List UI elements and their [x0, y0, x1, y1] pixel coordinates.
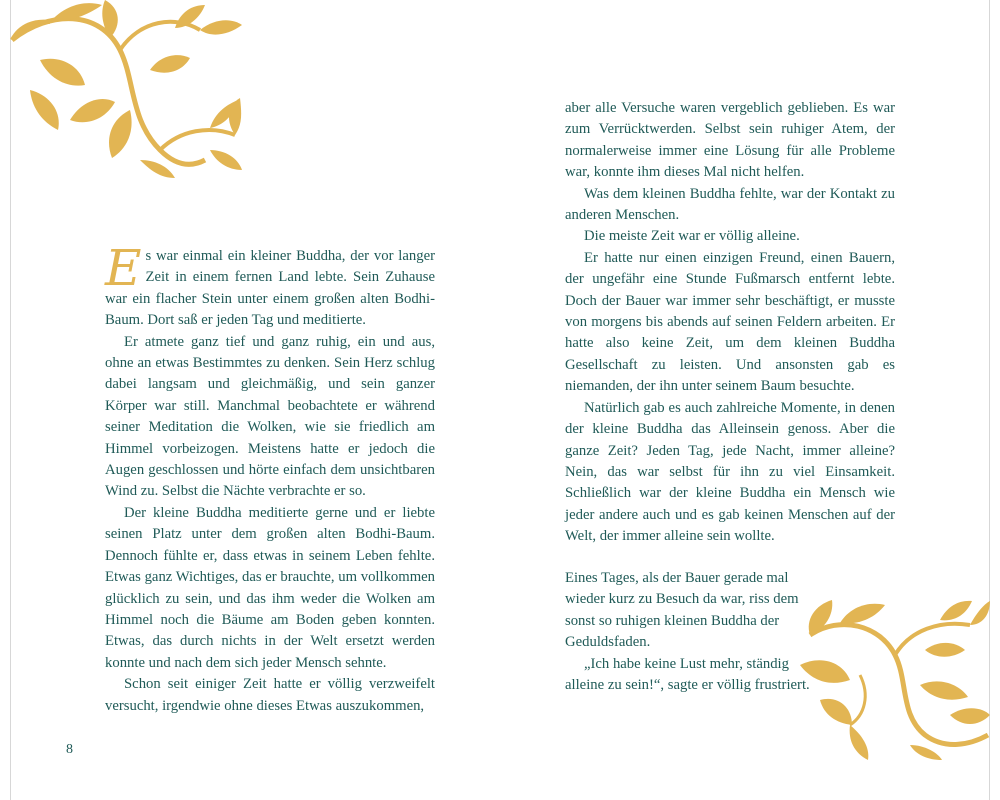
floral-ornament-top-icon: [10, 0, 242, 180]
drop-cap: E: [105, 239, 142, 297]
paragraph: aber alle Versuche waren vergeblich geblieben. Es war zum Verrücktwerden. Selbst sein ruhiger Atem, der normalerweise immer eine Lösung für alle Probleme war, konnte ihm dieses Mal nicht helfen.: [565, 100, 895, 181]
paragraph: Was dem kleinen Buddha fehlte, war der Kontakt zu anderen Menschen.: [565, 185, 895, 224]
paragraph-text: s war einmal ein kleiner Buddha, der vor langer Zeit in einem fernen Land lebte. Sein Zuhause war ein flacher Stein unter einem großen alten Bodhi-Baum. Dort saß er jeden Tag und meditierte.: [105, 248, 435, 329]
right-text-column: [565, 98, 895, 548]
paragraph: Schon seit einiger Zeit hatte er völlig verzweifelt versucht, irgendwie ohne dieses Etwas auszukommen,: [105, 676, 435, 714]
page-number: 8: [66, 742, 73, 757]
right-text-section-2: [565, 568, 827, 696]
paragraph: Der kleine Buddha meditierte gerne und er liebte seinen Platz unter dem großen alten Bodhi-Baum. Dennoch fühlte er, dass etwas in seinem Leben fehlte. Etwas ganz Wichtiges, das er brauchte, um vollkommen glücklich zu sein, und das ihm weder die Wolken am Himmel noch die Bäume am Boden geben konnten. Etwas, das durch nichts in der Welt ersetzt werden konnte und nach dem sich jeder Mensch sehnte.: [105, 504, 435, 671]
paragraph: Er hatte nur einen einzigen Freund, einen Bauern, der ungefähr eine Stunde Fußmarsch entfernt lebte. Doch der Bauer war immer sehr beschäftigt, er musste von morgens bis abends auf seinen Feldern arbeiten. Er hatte also keine Zeit, um dem kleinen Buddha Gesellschaft zu leisten. Und ansonsten gab es niemanden, der ihn unter seinem Baum besuchte.: [565, 249, 895, 395]
paragraph: [105, 239, 435, 332]
left-text-column: [105, 239, 435, 717]
floral-ornament-bottom-icon: [800, 595, 990, 760]
paragraph: „Ich habe keine Lust mehr, ständig alleine zu sein!“, sagte er völlig frustriert.: [565, 655, 810, 694]
paragraph: Die meiste Zeit war er völlig alleine.: [584, 228, 800, 245]
paragraph: Natürlich gab es auch zahlreiche Momente, in denen der kleine Buddha das Alleinsein genoss. Aber die ganze Zeit? Jeden Tag, jede Nacht, immer alleine? Nein, das war selbst für ihn zu viel Einsamkeit. Schließlich war der kleine Buddha ein Mensch wie jeder andere auch und es gab keinen Menschen auf der Welt, der immer alleine sein wollte.: [565, 399, 895, 545]
paragraph: Er atmete ganz tief und ganz ruhig, ein und aus, ohne an etwas Bestimmtes zu denken. Sein Herz schlug dabei langsam und gleichmäßig, und sein ganzer Körper war still. Manchmal beobachtete er während seiner Meditation die Wolken, wie sie friedlich am Himmel vorbeizogen. Meistens hatte er jedoch die Augen geschlossen und hörte einfach dem unsichtbaren Wind zu. Selbst die Nächte verbrachte er so.: [105, 333, 435, 500]
paragraph: Eines Tages, als der Bauer gerade mal wieder kurz zu Besuch da war, riss dem sonst so ruhigen kleinen Buddha der Geduldsfaden.: [565, 570, 799, 651]
